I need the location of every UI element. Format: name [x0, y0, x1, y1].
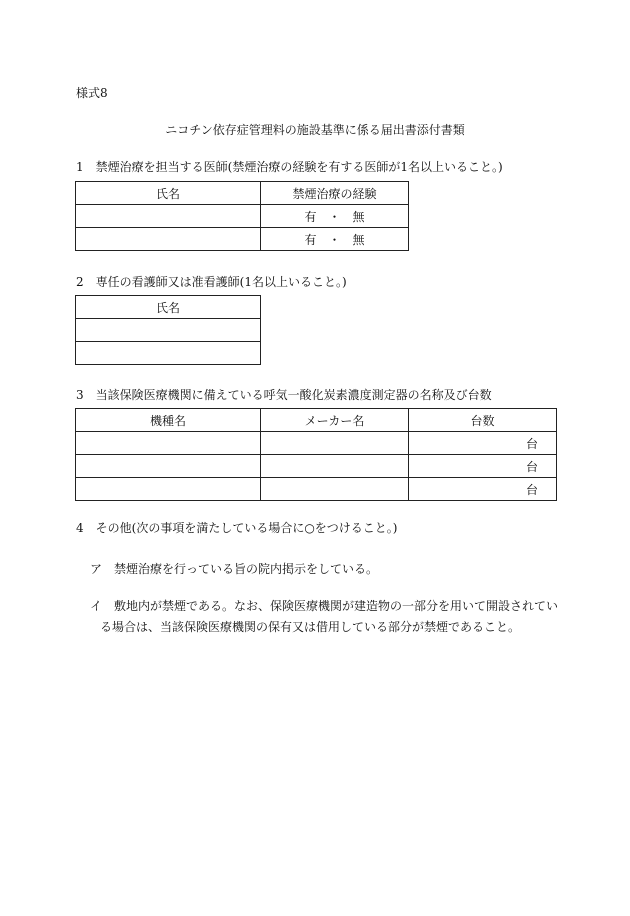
experience-cell[interactable]: 有 ・ 無 — [261, 205, 409, 228]
form-number: 様式8 — [76, 86, 108, 100]
header-model: 機種名 — [76, 409, 261, 432]
section3-heading: 3 当該保険医療機関に備えている呼気一酸化炭素濃度測定器の名称及び台数 — [76, 388, 492, 402]
table-row — [76, 319, 261, 342]
header-name: 氏名 — [76, 296, 261, 319]
table-row — [76, 432, 557, 455]
maker-cell[interactable] — [261, 432, 409, 455]
table-row — [76, 478, 557, 501]
item-i-line1: イ 敷地内が禁煙である。なお、保険医療機関が建造物の一部分を用いて開設されてい — [90, 599, 559, 613]
device-table — [75, 408, 557, 501]
table-row — [76, 205, 409, 228]
count-cell[interactable]: 台 — [409, 478, 557, 501]
section1-heading: 1 禁煙治療を担当する医師(禁煙治療の経験を有する医師が1名以上いること。) — [76, 160, 503, 174]
model-cell[interactable] — [76, 478, 261, 501]
header-name: 氏名 — [76, 182, 261, 205]
name-cell[interactable] — [76, 228, 261, 251]
name-cell[interactable] — [76, 342, 261, 365]
doctor-table — [75, 181, 409, 251]
document-title: ニコチン依存症管理料の施設基準に係る届出書添付書類 — [165, 123, 465, 137]
header-maker: メーカー名 — [261, 409, 409, 432]
maker-cell[interactable] — [261, 478, 409, 501]
table-row — [76, 455, 557, 478]
name-cell[interactable] — [76, 205, 261, 228]
header-count: 台数 — [409, 409, 557, 432]
maker-cell[interactable] — [261, 455, 409, 478]
nurse-table — [75, 295, 261, 365]
model-cell[interactable] — [76, 432, 261, 455]
experience-cell[interactable]: 有 ・ 無 — [261, 228, 409, 251]
count-cell[interactable]: 台 — [409, 432, 557, 455]
item-i-line2: る場合は、当該保険医療機関の保有又は借用している部分が禁煙であること。 — [100, 620, 521, 634]
section2-heading: 2 専任の看護師又は准看護師(1名以上いること。) — [76, 275, 347, 289]
table-row — [76, 342, 261, 365]
count-cell[interactable]: 台 — [409, 455, 557, 478]
model-cell[interactable] — [76, 455, 261, 478]
header-experience: 禁煙治療の経験 — [261, 182, 409, 205]
name-cell[interactable] — [76, 319, 261, 342]
section4-heading: 4 その他(次の事項を満たしている場合に○をつけること。) — [76, 521, 398, 535]
table-row — [76, 228, 409, 251]
item-a: ア 禁煙治療を行っている旨の院内掲示をしている。 — [90, 562, 379, 576]
